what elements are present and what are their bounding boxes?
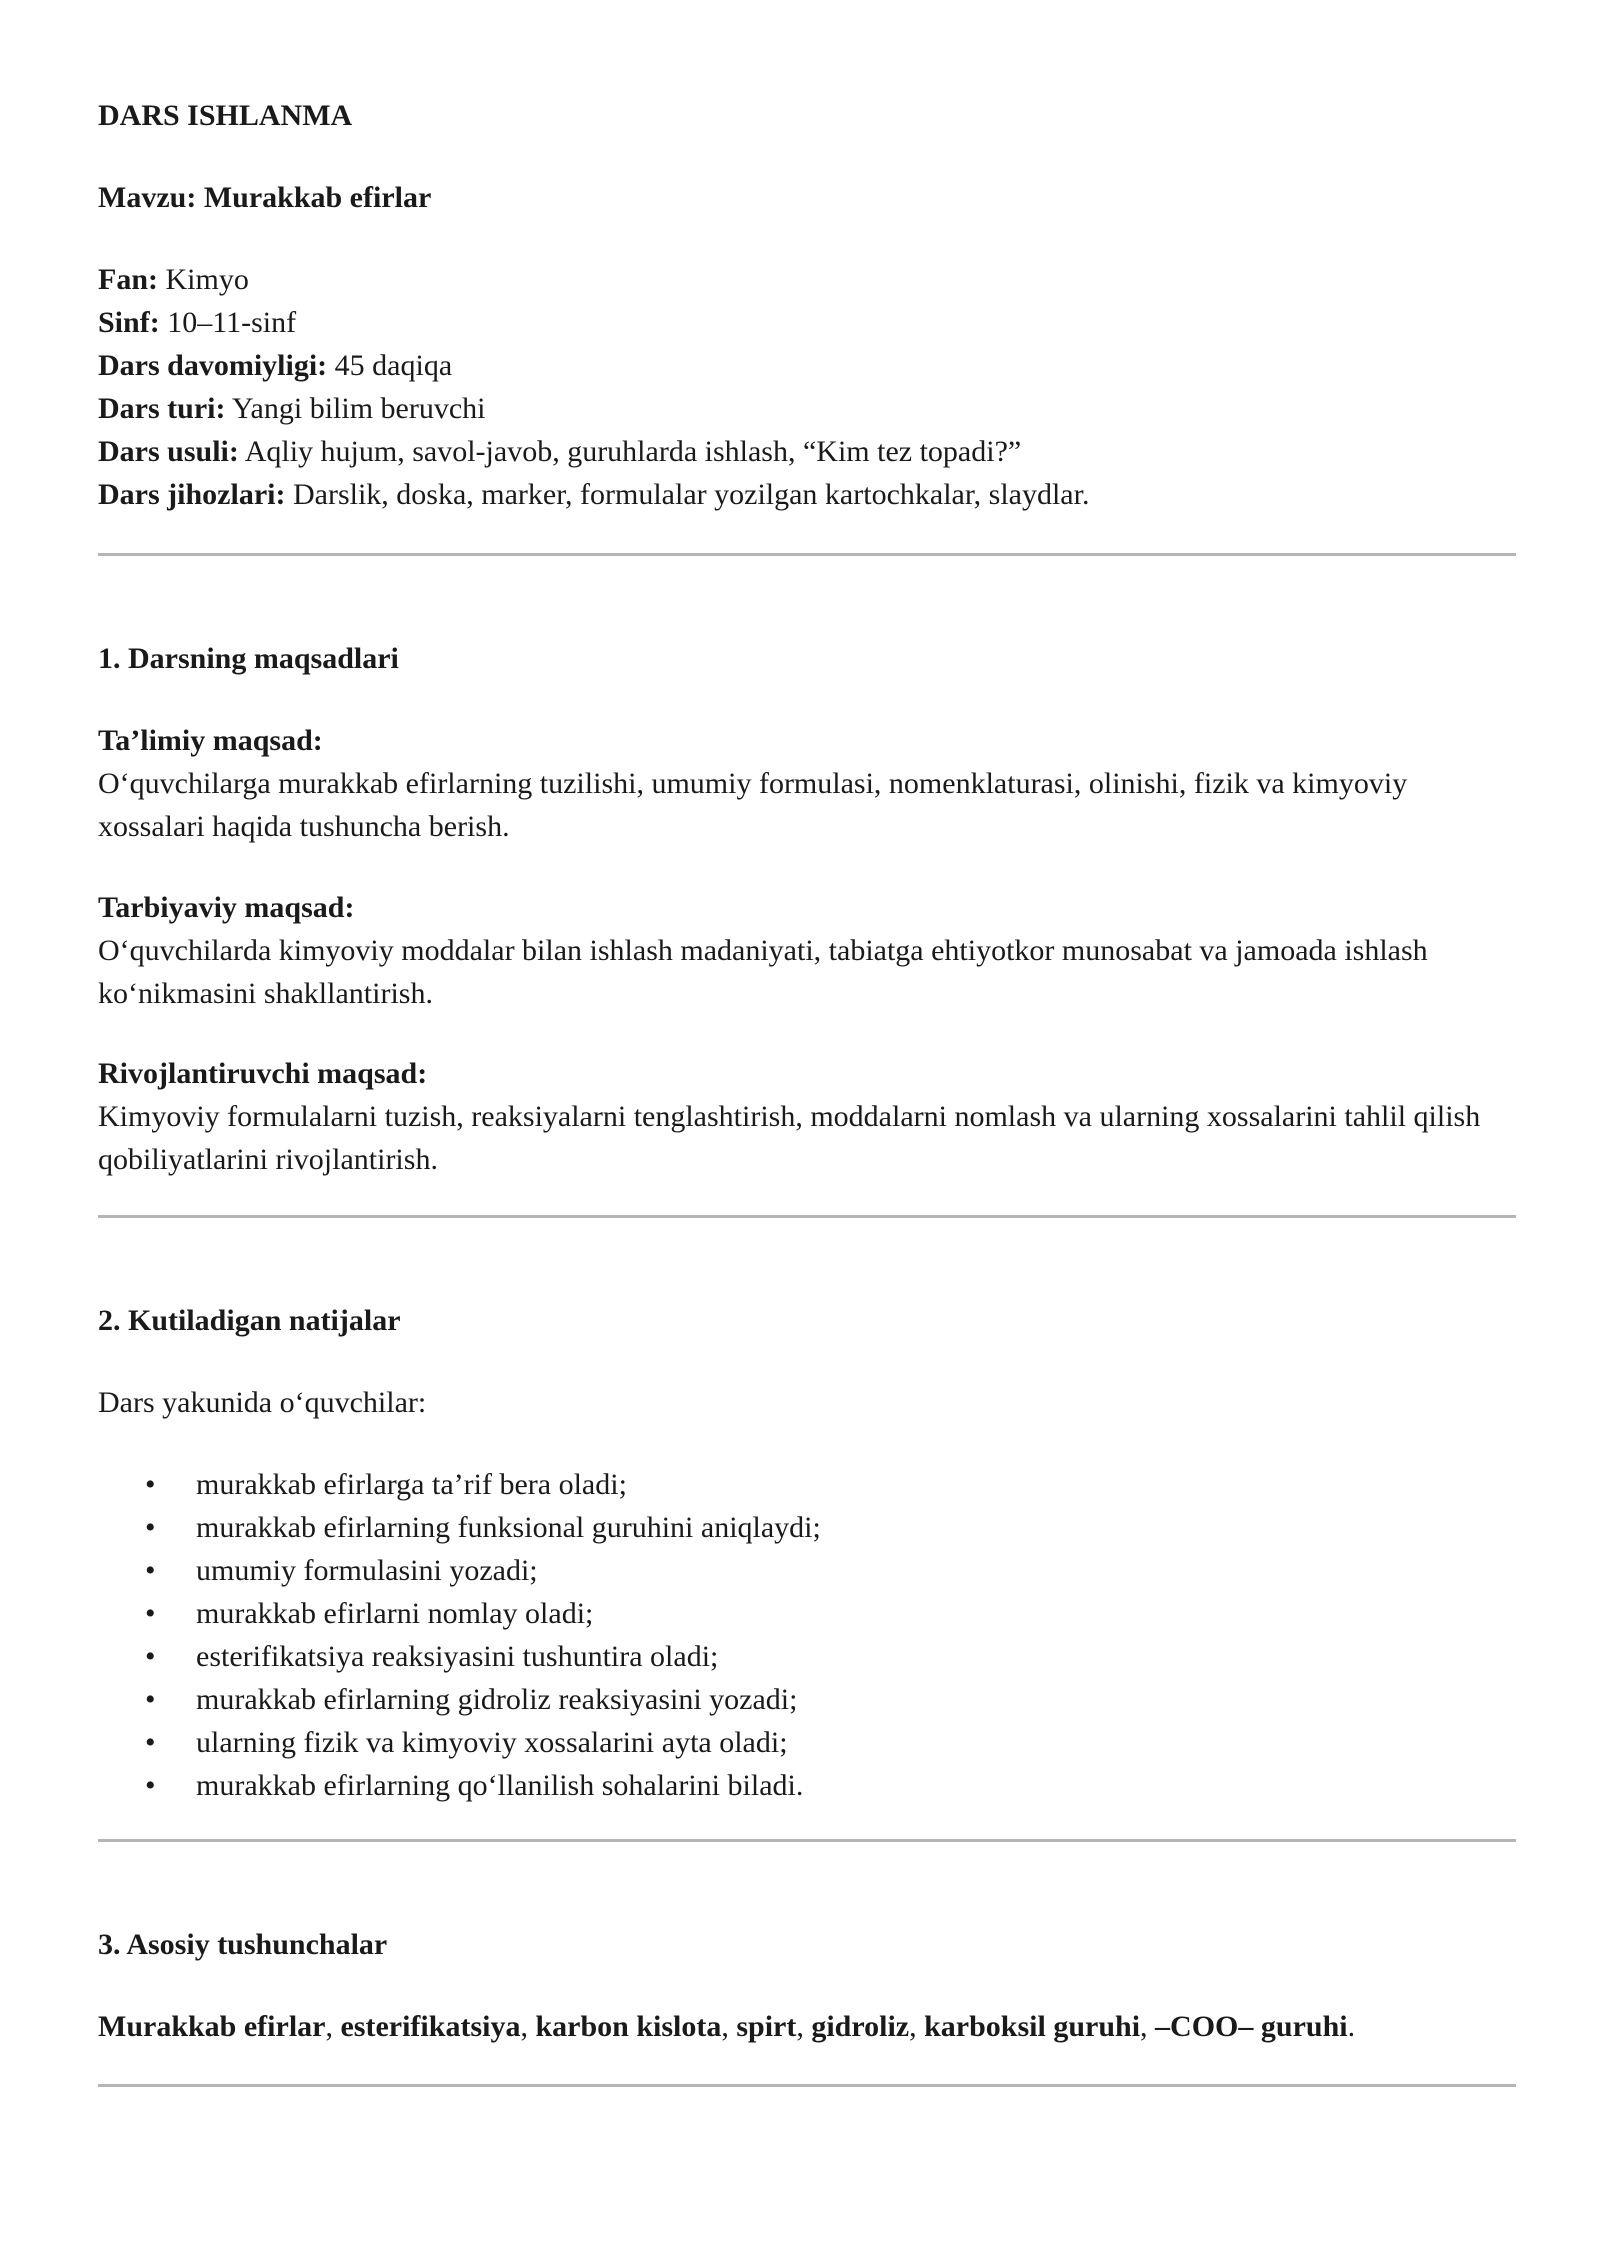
info-row-subject: Fan: Kimyo: [98, 263, 249, 296]
section2-intro: Dars yakunida o‘quvchilar:: [98, 1386, 427, 1419]
info-row-method: Dars usuli: Aqliy hujum, savol-javob, guruhlarda ishlash, “Kim tez topadi?”: [98, 435, 1022, 468]
info-row-type: Dars turi: Yangi bilim beruvchi: [98, 392, 486, 425]
bullet: •: [145, 1683, 156, 1716]
divider: [98, 553, 1516, 556]
key-terms: Murakkab efirlar, esterifikatsiya, karbon kislota, spirt, gidroliz, karboksil guruhi, –COO– guruhi.: [98, 2010, 1356, 2043]
info-row-equipment: Dars jihozlari: Darslik, doska, marker, formulalar yozilgan kartochkalar, slaydlar.: [98, 478, 1090, 511]
list-item: • murakkab efirlarga ta’rif bera oladi;: [98, 1463, 1518, 1506]
list-item: • esterifikatsiya reaksiyasini tushuntira oladi;: [98, 1635, 1518, 1678]
topic-line: [98, 176, 1518, 219]
divider: [98, 2084, 1516, 2087]
divider: [98, 1215, 1516, 1218]
list-item: • murakkab efirlarning qo‘llanilish sohalarini biladi.: [98, 1764, 1518, 1807]
list-item: • umumiy formulasini yozadi;: [98, 1549, 1518, 1592]
bullet: •: [145, 1640, 156, 1673]
bullet: •: [145, 1726, 156, 1759]
info-row-duration: Dars davomiyligi: 45 daqiqa: [98, 349, 453, 382]
topic-value: Murakkab efirlar: [203, 181, 432, 214]
bullet: •: [145, 1597, 156, 1630]
topic-label: Mavzu:: [98, 181, 197, 214]
goal-developmental: Rivojlantiruvchi maqsad: Kimyoviy formulalarni tuzish, reaksiyalarni tenglashtirish, moddalarni nomlash va ularning xossalarini tahlil qilish qobiliyatlarini rivojlantirish.: [98, 1057, 1481, 1176]
bullet: •: [145, 1554, 156, 1587]
term: karboksil guruhi: [924, 2010, 1141, 2043]
info-row-grade: Sinf: 10–11-sinf: [98, 306, 297, 339]
goal-educational: Ta’limiy maqsad: O‘quvchilarga murakkab efirlarning tuzilishi, umumiy formulasi, nomenklaturasi, olinishi, fizik va kimyoviy xossalari haqida tushuncha berish.: [98, 724, 1408, 843]
divider: [98, 1839, 1516, 1842]
term: Murakkab efirlar: [98, 2010, 326, 2043]
list-item: • murakkab efirlarni nomlay oladi;: [98, 1592, 1518, 1635]
section3-heading: 3. Asosiy tushunchalar: [98, 1928, 388, 1961]
list-item: • ularning fizik va kimyoviy xossalarini ayta oladi;: [98, 1721, 1518, 1764]
term: karbon kislota: [535, 2010, 722, 2043]
bullet: •: [145, 1468, 156, 1501]
term: spirt: [736, 2010, 797, 2043]
document-title: DARS ISHLANMA: [98, 99, 353, 132]
bullet: •: [145, 1769, 156, 1802]
list-item: • murakkab efirlarning gidroliz reaksiyasini yozadi;: [98, 1678, 1518, 1721]
lesson-info: [98, 258, 1518, 516]
term: esterifikatsiya: [340, 2010, 521, 2043]
section2-heading: 2. Kutiladigan natijalar: [98, 1304, 401, 1337]
expected-results-list: [98, 1463, 1518, 1807]
section1-heading: 1. Darsning maqsadlari: [98, 642, 399, 675]
term: gidroliz: [811, 2010, 910, 2043]
list-item: • murakkab efirlarning funksional guruhini aniqlaydi;: [98, 1506, 1518, 1549]
goal-upbringing: Tarbiyaviy maqsad: O‘quvchilarda kimyoviy moddalar bilan ishlash madaniyati, tabiatga ehtiyotkor munosabat va jamoada ishlash ko‘nikmasini shakllantirish.: [98, 891, 1428, 1010]
bullet: •: [145, 1511, 156, 1544]
term: –COO– guruhi: [1155, 2010, 1348, 2043]
